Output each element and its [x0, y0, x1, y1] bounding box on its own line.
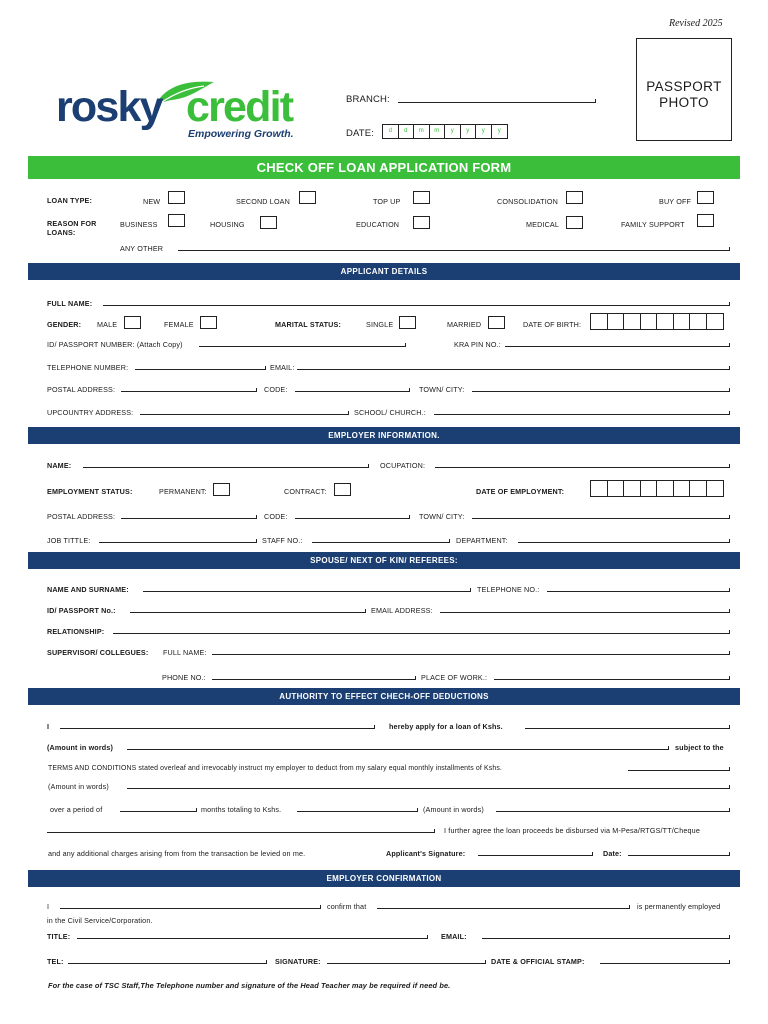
- department-label: DEPARTMENT:: [456, 536, 508, 545]
- applicant-signature-field[interactable]: [478, 855, 592, 856]
- section-employer-information: EMPLOYER INFORMATION.: [28, 427, 740, 444]
- checkbox-female[interactable]: [200, 316, 217, 329]
- employer-code-field[interactable]: [295, 518, 409, 519]
- confirm-signature-field[interactable]: [327, 963, 485, 964]
- subject-to-label: subject to the: [675, 743, 724, 752]
- occupation-field[interactable]: [435, 467, 729, 468]
- loan-type-second: SECOND LOAN: [236, 197, 290, 206]
- upcountry-label: UPCOUNTRY ADDRESS:: [47, 408, 134, 417]
- date-cell[interactable]: y: [461, 125, 477, 138]
- spouse-telephone-field[interactable]: [547, 591, 729, 592]
- id-number-label: ID/ PASSPORT NUMBER: (Attach Copy): [47, 340, 183, 349]
- official-stamp-label: DATE & OFFICIAL STAMP:: [491, 957, 585, 966]
- confirm-tel-label: TEL:: [47, 957, 64, 966]
- occupation-label: OCUPATION:: [380, 461, 426, 470]
- loan-type-new: NEW: [143, 197, 161, 206]
- over-period-label: over a period of: [50, 805, 103, 814]
- marital-status-label: MARITAL STATUS:: [275, 320, 341, 329]
- any-other-field[interactable]: [178, 250, 729, 251]
- footer-note: For the case of TSC Staff,The Telephone number and signature of the Head Teacher may be required if need be.: [48, 981, 451, 990]
- authority-date-label: Date:: [603, 849, 622, 858]
- checkbox-permanent[interactable]: [213, 483, 230, 496]
- spouse-email-label: EMAIL ADDRESS:: [371, 606, 433, 615]
- loan-type-consolidation: CONSOLIDATION: [497, 197, 558, 206]
- checkbox-medical[interactable]: [566, 216, 583, 229]
- loan-type-topup: TOP UP: [373, 197, 401, 206]
- section-authority-deductions: AUTHORITY TO EFFECT CHECH-OFF DEDUCTIONS: [28, 688, 740, 705]
- employer-town-label: TOWN/ CITY:: [419, 512, 465, 521]
- date-cell[interactable]: d: [399, 125, 415, 138]
- supervisor-fullname-field[interactable]: [212, 654, 729, 655]
- supervisor-label: SUPERVISOR/ COLLEGUES:: [47, 648, 149, 657]
- spouse-name-label: NAME AND SURNAME:: [47, 585, 129, 594]
- postal-address-field[interactable]: [121, 391, 256, 392]
- job-title-label: JOB TITTLE:: [47, 536, 91, 545]
- checkbox-new[interactable]: [168, 191, 185, 204]
- terms-text: TERMS AND CONDITIONS stated overleaf and irrevocably instruct my employer to deduct from my salary equal monthly installments of Kshs.: [48, 765, 502, 772]
- permanent-label: PERMANENT:: [159, 487, 207, 496]
- installment-amount-field[interactable]: [628, 770, 729, 771]
- installment-words-field[interactable]: [127, 788, 729, 789]
- employer-postal-field[interactable]: [121, 518, 256, 519]
- checkbox-contract[interactable]: [334, 483, 351, 496]
- employer-town-field[interactable]: [472, 518, 729, 519]
- date-boxes[interactable]: [382, 124, 508, 139]
- checkbox-buy-off[interactable]: [697, 191, 714, 204]
- amount-continued-field[interactable]: [47, 832, 434, 833]
- confirmer-name-field[interactable]: [60, 908, 320, 909]
- checkbox-married[interactable]: [488, 316, 505, 329]
- job-title-field[interactable]: [99, 542, 256, 543]
- applicant-signature-label: Applicant's Signature:: [386, 849, 466, 858]
- male-label: MALE: [97, 320, 118, 329]
- confirm-tel-field[interactable]: [68, 963, 266, 964]
- school-church-label: SCHOOL/ CHURCH.:: [354, 408, 426, 417]
- dob-label: DATE OF BIRTH:: [523, 320, 582, 329]
- section-employer-confirmation: EMPLOYER CONFIRMATION: [28, 870, 740, 887]
- spouse-telephone-label: TELEPHONE NO.:: [477, 585, 540, 594]
- checkbox-education[interactable]: [413, 216, 430, 229]
- any-other-label: ANY OTHER: [120, 244, 164, 253]
- total-words-field[interactable]: [496, 811, 729, 812]
- revised-date: Revised 2025: [669, 18, 723, 29]
- date-cell[interactable]: y: [476, 125, 492, 138]
- checkbox-consolidation[interactable]: [566, 191, 583, 204]
- single-label: SINGLE: [366, 320, 394, 329]
- married-label: MARRIED: [447, 320, 482, 329]
- confirm-title-label: TITLE:: [47, 932, 71, 941]
- supervisor-phone-field[interactable]: [212, 679, 415, 680]
- loan-type-buyoff: BUY OFF: [659, 197, 692, 206]
- reason-housing: HOUSING: [210, 220, 245, 229]
- department-field[interactable]: [518, 542, 729, 543]
- employer-name-field[interactable]: [83, 467, 368, 468]
- upcountry-field[interactable]: [140, 414, 348, 415]
- logo-credit: credit: [186, 83, 293, 131]
- supervisor-phone-label: PHONE NO.:: [162, 673, 206, 682]
- months-label: months totaling to Kshs.: [201, 805, 282, 814]
- photo-label-1: PASSPORT: [646, 79, 722, 94]
- employment-status-label: EMPLOYMENT STATUS:: [47, 487, 133, 496]
- employer-postal-label: POSTAL ADDRESS:: [47, 512, 116, 521]
- staff-no-label: STAFF NO.:: [262, 536, 303, 545]
- email-field[interactable]: [297, 369, 729, 370]
- branch-field[interactable]: [398, 102, 595, 103]
- postal-address-label: POSTAL ADDRESS:: [47, 385, 116, 394]
- spouse-id-label: ID/ PASSPORT No.:: [47, 606, 116, 615]
- employee-name-field[interactable]: [377, 908, 629, 909]
- telephone-label: TELEPHONE NUMBER:: [47, 363, 129, 372]
- disbursement-text: I further agree the loan proceeds be disbursed via M-Pesa/RTGS/TT/Cheque: [444, 826, 700, 835]
- spouse-name-field[interactable]: [143, 591, 470, 592]
- reason-business: BUSINESS: [120, 220, 158, 229]
- email-label: EMAIL:: [270, 363, 295, 372]
- logo-tagline: Empowering Growth.: [188, 128, 294, 140]
- branch-label: BRANCH:: [346, 94, 390, 105]
- reason-family-support: FAMILY SUPPORT: [621, 220, 685, 229]
- authority-i-label: I: [47, 722, 50, 731]
- section-spouse-next-of-kin: SPOUSE/ NEXT OF KIN/ REFEREES:: [28, 552, 740, 569]
- apply-loan-label: hereby apply for a loan of Kshs.: [389, 722, 503, 731]
- doe-boxes[interactable]: [590, 480, 724, 497]
- checkbox-single[interactable]: [399, 316, 416, 329]
- form-title: CHECK OFF LOAN APPLICATION FORM: [28, 156, 740, 179]
- checkbox-second-loan[interactable]: [299, 191, 316, 204]
- kra-pin-label: KRA PIN NO.:: [454, 340, 501, 349]
- date-cell[interactable]: m: [430, 125, 446, 138]
- dob-boxes[interactable]: [590, 313, 724, 330]
- total-amount-field[interactable]: [297, 811, 417, 812]
- charges-text: and any additional charges arising from from the transaction be levied on me.: [48, 849, 306, 858]
- date-label: DATE:: [346, 128, 375, 139]
- date-cell[interactable]: y: [497, 128, 501, 134]
- confirm-that-label: confirm that: [327, 902, 367, 911]
- confirm-signature-label: SIGNATURE:: [275, 957, 321, 966]
- town-field[interactable]: [472, 391, 729, 392]
- permanently-employed-label: is permanently employed: [637, 902, 721, 911]
- spouse-id-field[interactable]: [130, 612, 365, 613]
- date-cell[interactable]: m: [414, 125, 430, 138]
- authority-date-field[interactable]: [628, 855, 729, 856]
- place-of-work-field[interactable]: [494, 679, 729, 680]
- school-church-field[interactable]: [434, 414, 729, 415]
- date-cell[interactable]: y: [445, 125, 461, 138]
- place-of-work-label: PLACE OF WORK.:: [421, 673, 488, 682]
- confirm-email-field[interactable]: [482, 938, 729, 939]
- amount-words-label-2: (Amount in words): [48, 782, 109, 791]
- employer-code-label: CODE:: [264, 512, 288, 521]
- confirm-email-label: EMAIL:: [441, 932, 467, 941]
- female-label: FEMALE: [164, 320, 194, 329]
- checkbox-family-support[interactable]: [697, 214, 714, 227]
- id-number-field[interactable]: [199, 346, 405, 347]
- town-label: TOWN/ CITY:: [419, 385, 465, 394]
- confirm-title-field[interactable]: [77, 938, 427, 939]
- checkbox-housing[interactable]: [260, 216, 277, 229]
- amount-words-label: (Amount in words): [47, 743, 114, 752]
- spouse-email-field[interactable]: [440, 612, 729, 613]
- loan-type-label: LOAN TYPE:: [47, 196, 93, 205]
- full-name-label: FULL NAME:: [47, 299, 93, 308]
- relationship-field[interactable]: [113, 633, 729, 634]
- reason-label-2: LOANS:: [47, 228, 76, 237]
- loan-amount-field[interactable]: [525, 728, 729, 729]
- amount-words-field[interactable]: [127, 749, 668, 750]
- code-field[interactable]: [295, 391, 409, 392]
- official-stamp-field[interactable]: [600, 963, 729, 964]
- passport-photo-box[interactable]: [636, 38, 732, 141]
- section-applicant-details: APPLICANT DETAILS: [28, 263, 740, 280]
- telephone-field[interactable]: [135, 369, 265, 370]
- reason-medical: MEDICAL: [526, 220, 560, 229]
- contract-label: CONTRACT:: [284, 487, 327, 496]
- employer-name-label: NAME:: [47, 461, 72, 470]
- confirm-i-label: I: [47, 902, 50, 911]
- applicant-name-field[interactable]: [60, 728, 374, 729]
- logo-rosky: rosky: [56, 83, 162, 131]
- reason-education: EDUCATION: [356, 220, 400, 229]
- staff-no-field[interactable]: [312, 542, 449, 543]
- code-label: CODE:: [264, 385, 288, 394]
- gender-label: GENDER:: [47, 320, 82, 329]
- period-field[interactable]: [120, 811, 196, 812]
- amount-words-label-3: (Amount in words): [423, 805, 484, 814]
- reason-label-1: REASON FOR: [47, 219, 97, 228]
- kra-pin-field[interactable]: [505, 346, 729, 347]
- full-name-field[interactable]: [103, 305, 729, 306]
- supervisor-fullname-label: FULL NAME:: [163, 648, 207, 657]
- checkbox-male[interactable]: [124, 316, 141, 329]
- checkbox-business[interactable]: [168, 214, 185, 227]
- photo-label-2: PHOTO: [659, 95, 709, 110]
- date-cell[interactable]: d: [383, 125, 399, 138]
- civil-service-text: in the Civil Service/Corporation.: [47, 916, 153, 925]
- checkbox-top-up[interactable]: [413, 191, 430, 204]
- date-employment-label: DATE OF EMPLOYMENT:: [476, 487, 565, 496]
- relationship-label: RELATIONSHIP:: [47, 627, 105, 636]
